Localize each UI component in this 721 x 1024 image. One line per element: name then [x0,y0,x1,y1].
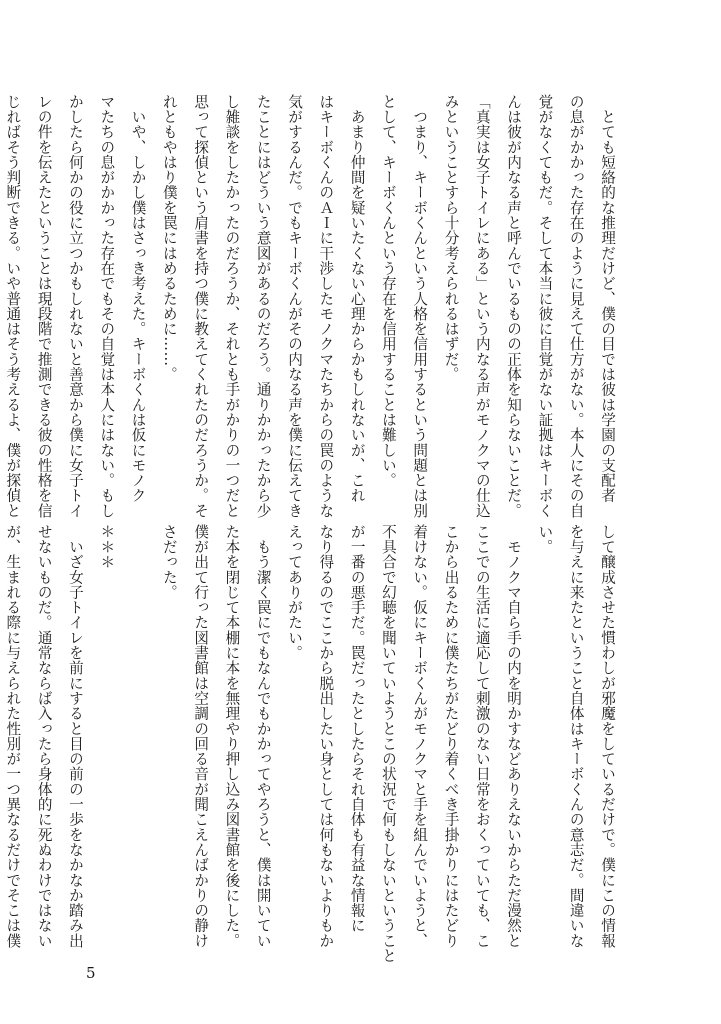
page-number: 5 [86,964,96,982]
text-line: もう潔く罠にでもなんでもかかってやろうと、僕は開いてい [254,524,272,949]
text-line: 思って探偵という肩書を持つ僕に教えてくれたのだろうか。そ [192,94,210,519]
text-line: かしたら何かの役に立つかもしれないと善意から僕に女子トイ [66,94,84,519]
text-line: を与えに来たということ自体はキーボくんの意志だ。間違いな [567,524,585,949]
text-line: とても短絡的な推理だけど、僕の目では彼は学園の支配者 [599,94,616,504]
text-line: たことにはどういう意図があるのだろう。通りかかったから少 [254,94,272,519]
text-line: いや、しかし僕はさっき考えた。キーボくんは仮にモノク [129,94,147,504]
text-block-lower [4,524,623,964]
text-line: せないものだ。通常ならば入ったら身体的に死ぬわけではない [35,524,53,949]
text-line: た本を閉じて本棚に本を無理やり押し込み図書館を後にした。 [223,524,241,949]
text-line: 覚がなくてもだ。そして本当に彼に自覚がない証拠はキーボく [536,94,554,519]
text-line: 不具合で幻聴を聞いていようとこの状況で何もしないということ [379,524,397,964]
text-line: あまり仲間を疑いたくない心理からかもしれないが、これ [348,94,366,504]
text-line: んは彼が内なる声と呼んでいるものの正体を知らないことだ。 [505,94,523,519]
text-line: が、生まれる際に与えられた性別が一つ異なるだけでそこは僕 [4,524,22,949]
text-line: つまり、キーボくんという人格を信用するという問題とは別 [411,94,429,519]
text-line: ここでの生活に適応して刺激のない日常をおくっていても、こ [473,524,491,949]
text-line: モノクマ自ら手の内を明かすなどありえないからただ漫然と [505,524,523,949]
text-line: し雑談をしたかったのだろうか、それとも手がかりの一つだと [223,94,241,519]
text-line: じればそう判断できる。いや普通はそう考えるよ、僕が探偵と [4,94,22,519]
text-line: れともやはり僕を罠にはめるために……。 [160,94,178,382]
text-line: として、キーボくんという存在を信用することは難しい。 [379,94,397,488]
text-line: 気がするんだ。でもキーボくんがその内なる声を僕に伝えてき [286,94,304,519]
text-line: えってありがたい。 [286,524,304,661]
text-line: 僕が出て行った図書館は空調の回る音が聞こえんばかりの静け [192,524,210,949]
text-block-upper [4,94,623,519]
text-line: して醸成させた慣わしが邪魔をしているだけで。僕にこの情報 [599,524,616,949]
text-line: みということすら十分考えられるはずだ。 [442,94,460,382]
text-line [122,524,153,954]
text-line: が一番の悪手だ。罠だったとしたらそれ自体も有益な情報に [348,524,366,934]
text-line: なり得るのでここから脱出したい身としては何もないよりもか [317,524,335,949]
text-line: の息がかかった存在のように見えて仕方がない。本人にその自 [567,94,585,519]
text-line: さだった。 [160,524,178,600]
text-line: ＊＊＊ [98,524,116,570]
text-line: い。 [536,524,554,555]
text-line: 着けない。仮にキーボくんがモノクマと手を組んでいようと、 [411,524,429,949]
text-line: 「真実は女子トイレにある」という内なる声がモノクマの仕込 [473,94,491,519]
text-line: マたちの息がかかった存在でもその自覚は本人にはない。もし [98,94,116,519]
text-line: はキーボくんのＡＩに干渉したモノクマたちからの罠のような [317,94,335,519]
text-line: レの件を伝えたということは現段階で推測できる彼の性格を信 [35,94,53,519]
text-line: いざ女子トイレを前にすると目の前の一歩をなかなか踏み出 [66,524,84,949]
text-line: こから出るために僕たちがたどり着くべき手掛かりにはたどり [442,524,460,949]
